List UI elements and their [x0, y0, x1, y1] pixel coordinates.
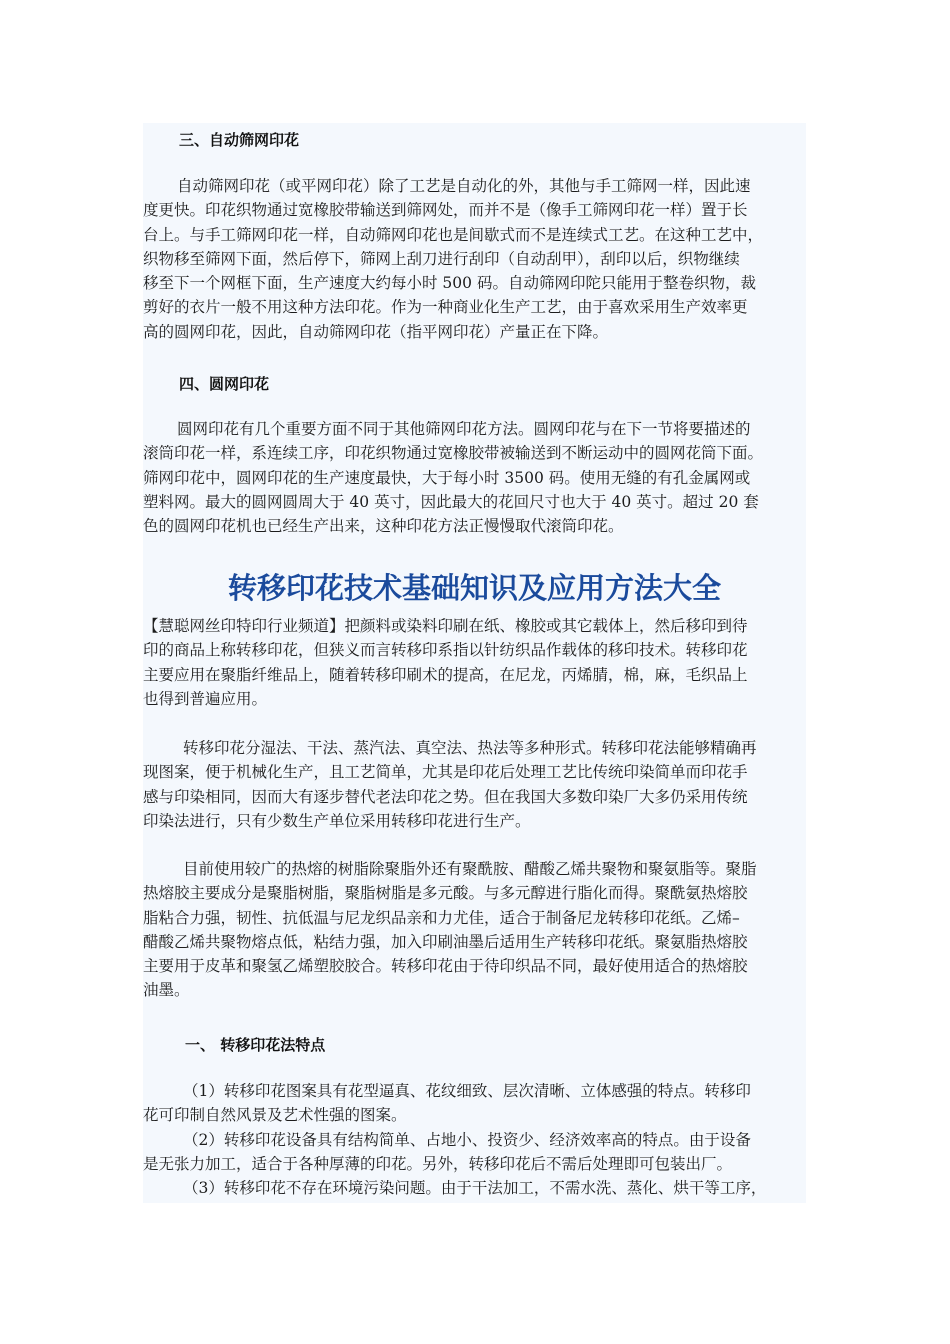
text-line: 塑料网。最大的圆网圆周大于 40 英寸，因此最大的花回尺寸也大于 40 英寸。超过 20 套 [143, 492, 759, 511]
text-line: 印染法进行，只有少数生产单位采用转移印花进行生产。 [143, 811, 531, 830]
text-line: （3）转移印花不存在环境污染问题。由于干法加工，不需水洗、蒸化、烘干等工序， [183, 1179, 767, 1198]
section4-heading: 四、圆网印花 [179, 375, 270, 393]
section3-heading: 三、自动筛网印花 [179, 131, 300, 149]
text-line: 脂粘合力强，韧性、抗低温与尼龙织品亲和力尤佳，适合于制备尼龙转移印花纸。乙烯– [143, 908, 740, 927]
text-line: 【慧聪网丝印特印行业频道】把颜料或染料印刷在纸、橡胶或其它载体上，然后移印到待 [143, 617, 748, 635]
section3-paragraph [143, 174, 806, 344]
text-line: 花可印制自然风景及艺术性强的图案。 [143, 1106, 407, 1125]
text-line: 色的圆网印花机也已经生产出来，这种印花方法正慢慢取代滚筒印花。 [143, 517, 624, 536]
text-line: 滚筒印花一样，系连续工序，印花织物通过宽橡胶带被输送到不断运动中的圆网花筒下面。 [143, 444, 764, 463]
text-line: （1）转移印花图案具有花型逼真、花纹细致、层次清晰、立体感强的特点。转移印 [183, 1082, 751, 1100]
text-line: 现图案，便于机械化生产，且工艺简单，尤其是印花后处理工艺比传统印染简单而印花手 [143, 763, 748, 782]
text-line: 自动筛网印花（或平网印花）除了工艺是自动化的外，其他与手工筛网一样，因此速 [177, 177, 751, 195]
text-line: 也得到普遍应用。 [143, 689, 268, 708]
text-line: 油墨。 [143, 981, 190, 1000]
text-line: 移至下一个网框下面，生产速度大约每小时 500 码。自动筛网印陀只能用于整卷织物，裁 [143, 274, 756, 293]
section4-paragraph [143, 417, 806, 538]
text-line: 热熔胶主要成分是聚脂树脂，聚脂树脂是多元酸。与多元醇进行脂化而得。聚酰氨热熔胶 [143, 884, 748, 903]
text-line: （2）转移印花设备具有结构简单、占地小、投资少、经济效率高的特点。由于设备 [183, 1130, 751, 1149]
article-points [143, 1079, 806, 1200]
text-line: 圆网印花有几个重要方面不同于其他筛网印花方法。圆网印花与在下一节将要描述的 [177, 420, 751, 438]
text-line: 转移印花分湿法、干法、蒸汽法、真空法、热法等多种形式。转移印花法能够精确再 [183, 739, 757, 757]
text-line: 剪好的衣片一般不用这种方法印花。作为一种商业化生产工艺，由于喜欢采用生产效率更 [143, 298, 748, 317]
text-line: 度更快。印花织物通过宽橡胶带输送到筛网处，而并不是（像手工筛网印花一样）置于长 [143, 201, 748, 220]
article-title: 转移印花技术基础知识及应用方法大全 [227, 571, 721, 605]
text-line: 高的圆网印花，因此，自动筛网印花（指平网印花）产量正在下降。 [143, 322, 609, 341]
article-paragraph-2 [143, 736, 806, 833]
text-line: 筛网印花中，圆网印花的生产速度最快，大于每小时 3500 码。使用无缝的有孔金属网或 [143, 468, 751, 487]
text-line: 织物移至筛网下面，然后停下，筛网上刮刀进行刮印（自动刮甲），刮印以后，织物继续 [143, 249, 740, 268]
text-line: 感与印染相同，因而大有逐步替代老法印花之势。但在我国大多数印染厂大多仍采用传统 [143, 787, 748, 806]
text-line: 主要应用在聚脂纤维品上，随着转移印刷术的提高，在尼龙，丙烯腈，棉，麻，毛织品上 [143, 665, 748, 684]
text-line: 是无张力加工，适合于各种厚薄的印花。另外，转移印花后不需后处理即可包装出厂。 [143, 1154, 733, 1173]
text-line: 目前使用较广的热熔的树脂除聚脂外还有聚酰胺、醋酸乙烯共聚物和聚氨脂等。聚脂 [183, 860, 757, 878]
article-paragraph-3 [143, 857, 806, 1003]
text-line: 主要用于皮革和聚氢乙烯塑胶胶合。转移印花由于待印织品不同，最好使用适合的热熔胶 [143, 957, 748, 976]
text-line: 醋酸乙烯共聚物熔点低，粘结力强，加入印刷油墨后适用生产转移印花纸。聚氨脂热熔胶 [143, 932, 748, 951]
article-subheading: 一、 转移印花法特点 [185, 1036, 326, 1054]
text-line: 印的商品上称转移印花，但狭义而言转移印系指以针纺织品作载体的移印技术。转移印花 [143, 641, 748, 660]
content-panel [143, 123, 806, 1203]
text-line: 台上。与手工筛网印花一样，自动筛网印花也是间歇式而不是连续式工艺。在这种工艺中， [143, 225, 764, 244]
article-intro [143, 614, 806, 711]
